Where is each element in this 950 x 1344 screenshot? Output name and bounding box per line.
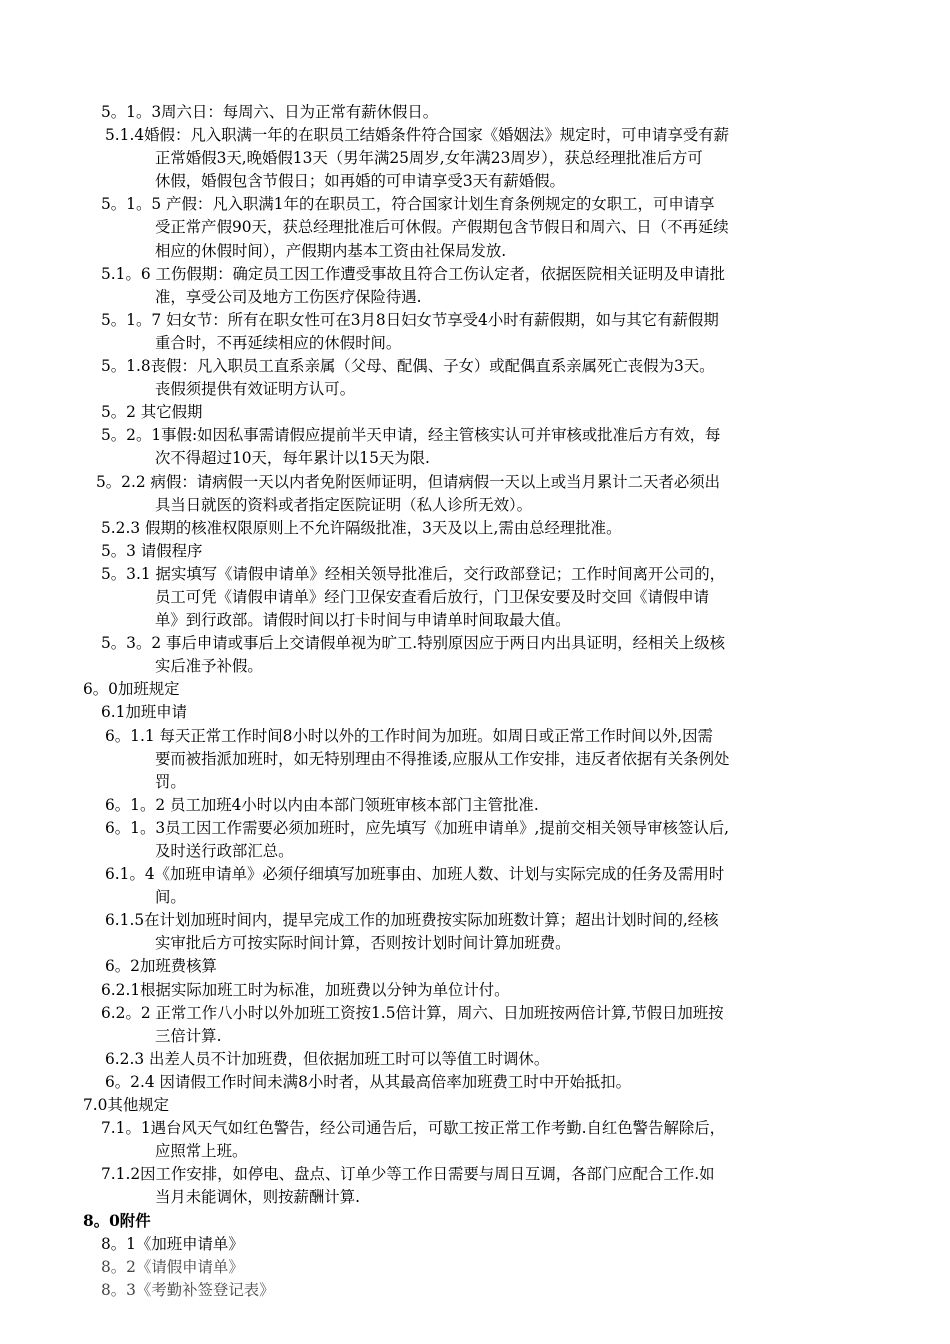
document-page (0, 101, 950, 1302)
text-line: 重合时，不再延续相应的休假时间。 (155, 333, 402, 352)
text-line: 当月未能调休，则按薪酬计算. (155, 1188, 360, 1207)
text-line: 三倍计算. (155, 1026, 222, 1045)
text-line: 员工可凭《请假申请单》经门卫保安查看后放行，门卫保安要及时交回《请假申请 (155, 587, 710, 606)
text-line: 6.2。2 正常工作八小时以外加班工资按1.5倍计算，周六、日加班按两倍计算,节假日加班按 (101, 1003, 724, 1022)
text-line: 6.1.5在计划加班时间内，提早完成工作的加班费按实际加班数计算；超出计划时间的,经核 (105, 911, 719, 930)
text-line: 5。3。2 事后申请或事后上交请假单视为旷工.特别原因应于两日内出具证明，经相关上级核 (101, 634, 726, 653)
text-line: 5。3.1 据实填写《请假申请单》经相关领导批准后，交行政部登记；工作时间离开公司的， (101, 564, 726, 583)
text-line: 丧假须提供有效证明方认可。 (155, 380, 356, 399)
text-line: 次不得超过10天，每年累计以15天为限. (155, 449, 430, 468)
text-line: 5。1。3周六日：每周六、日为正常有薪休假日。 (101, 103, 439, 121)
text-line: 6.1。4《加班申请单》必须仔细填写加班事由、加班人数、计划与实际完成的任务及需用时 (105, 865, 725, 884)
text-line: 5。1.8丧假：凡入职员工直系亲属（父母、配偶、子女）或配偶直系亲属死亡丧假为3天。 (101, 357, 715, 376)
text-line: 5.1.4婚假：凡入职满一年的在职员工结婚条件符合国家《婚姻法》规定时，可申请享受有薪 (105, 126, 730, 145)
text-line: 6.1加班申请 (101, 703, 188, 722)
text-line: 6。2加班费核算 (105, 957, 217, 976)
text-line: 准，享受公司及地方工伤医疗保险待遇. (155, 287, 422, 306)
text-line: 7.0其他规定 (83, 1096, 170, 1115)
text-line: 相应的休假时间），产假期内基本工资由社保局发放. (155, 241, 507, 260)
text-line: 5.1。6 工伤假期：确定员工因工作遭受事故且符合工伤认定者，依据医院相关证明及申请批 (101, 264, 726, 283)
text-line: 6。1。2 员工加班4小时以内由本部门领班审核本部门主管批准. (105, 795, 539, 814)
text-line: 6。1.1 每天正常工作时间8小时以外的工作时间为加班。如周日或正常工作时间以外,因需 (105, 726, 713, 745)
text-line: 5。2。1事假:如因私事需请假应提前半天申请，经主管核实认可并审核或批准后方有效，每 (101, 426, 721, 445)
text-line: 应照常上班。 (155, 1142, 248, 1161)
text-line: 单》到行政部。请假时间以打卡时间与申请单时间取最大值。 (155, 611, 571, 630)
text-line: 实审批后方可按实际时间计算，否则按计划时间计算加班费。 (155, 934, 571, 953)
text-line: 5。1。5 产假：凡入职满1年的在职员工，符合国家计划生育条例规定的女职工，可申请享 (101, 195, 715, 214)
text-line: 5。2.2 病假：请病假一天以内者免附医师证明，但请病假一天以上或当月累计二天者必须出 (96, 472, 721, 491)
text-line: 休假，婚假包含节假日；如再婚的可申请享受3天有薪婚假。 (155, 172, 565, 191)
text-line: 5.2.3 假期的核准权限原则上不允许隔级批准，3天及以上,需由总经理批准。 (101, 518, 622, 537)
text-line: 正常婚假3天,晚婚假13天（男年满25周岁,女年满23周岁），获总经理批准后方可 (155, 149, 703, 168)
text-line: 5。1。7 妇女节：所有在职女性可在3月8日妇女节享受4小时有薪假期，如与其它有薪假期 (101, 310, 719, 329)
text-line: 7.1。1遇台风天气如红色警告，经公司通告后，可歇工按正常工作考勤.自红色警告解除后， (101, 1119, 726, 1138)
text-line: 要而被指派加班时，如无特别理由不得推诿,应服从工作安排，违反者依据有关条例处 (155, 749, 730, 768)
text-line: 及时送行政部汇总。 (155, 842, 294, 860)
text-line: 具当日就医的资料或者指定医院证明（私人诊所无效）。 (155, 495, 533, 514)
text-line: 8。3《考勤补签登记表》 (101, 1280, 275, 1299)
text-line: 5。2 其它假期 (101, 403, 203, 422)
text-line: 8。0附件 (83, 1211, 151, 1230)
text-line: 实后准予补假。 (155, 657, 263, 676)
text-line: 6。0加班规定 (83, 680, 180, 699)
text-line: 6.2.3 出差人员不计加班费，但依据加班工时可以等值工时调休。 (105, 1049, 550, 1068)
text-line: 5。3 请假程序 (101, 541, 203, 560)
text-line: 受正常产假90天，获总经理批准后可休假。产假期包含节假日和周六、日（不再延续 (155, 218, 729, 237)
text-line: 7.1.2因工作安排，如停电、盘点、订单少等工作日需要与周日互调，各部门应配合工作.如 (101, 1165, 715, 1184)
text-line: 间。 (155, 888, 186, 907)
text-line: 罚。 (155, 772, 186, 791)
text-line: 8。2《请假申请单》 (101, 1257, 244, 1276)
text-line: 6。1。3员工因工作需要必须加班时，应先填写《加班申请单》,提前交相关领导审核签认后, (105, 818, 730, 837)
text-line: 8。1《加班申请单》 (101, 1234, 244, 1253)
text-line: 6.2.1根据实际加班工时为标准，加班费以分钟为单位计付。 (101, 980, 510, 999)
text-line: 6。2.4 因请假工作时间未满8小时者，从其最高倍率加班费工时中开始抵扣。 (105, 1072, 632, 1091)
